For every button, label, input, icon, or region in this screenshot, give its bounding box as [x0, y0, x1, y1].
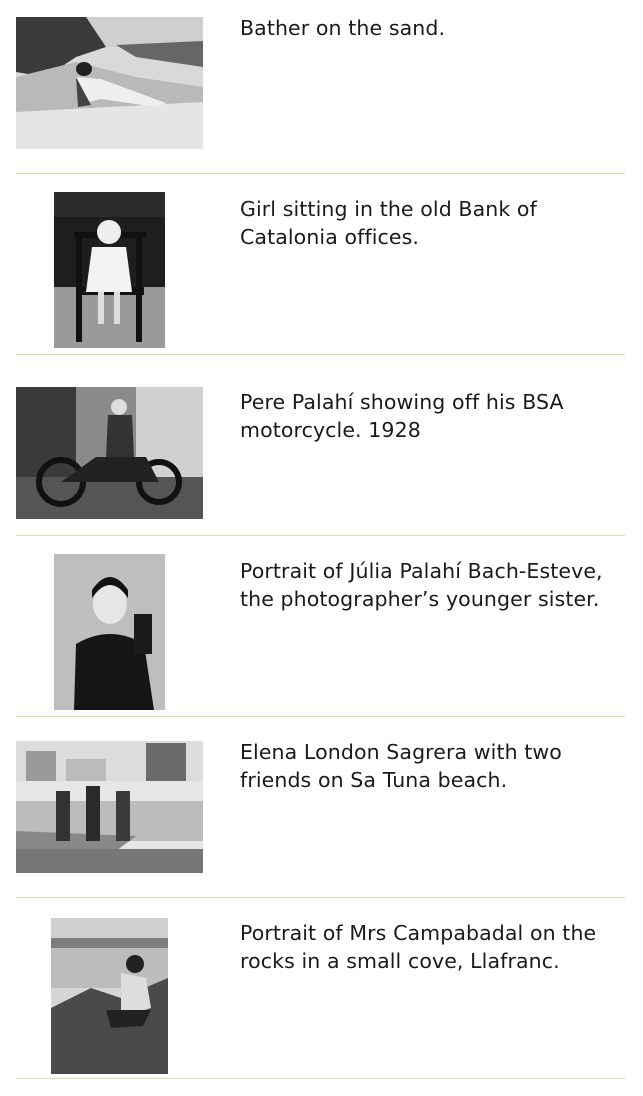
photo-bather-on-sand[interactable] [16, 17, 203, 149]
list-item[interactable] [16, 724, 625, 898]
list-item[interactable] [16, 0, 625, 174]
list-item[interactable] [16, 905, 625, 1079]
photo-list [16, 0, 625, 1086]
list-item[interactable] [16, 362, 625, 536]
photo-caption: Girl sitting in the old Bank of Catalonia offices. [240, 197, 537, 249]
list-item[interactable] [16, 543, 625, 717]
list-item[interactable] [16, 181, 625, 355]
photo-caption: Elena London Sagrera with two friends on Sa Tuna beach. [240, 740, 562, 792]
photo-caption: Pere Palahí showing off his BSA motorcycle. 1928 [240, 390, 564, 442]
photo-beach-friends[interactable] [16, 741, 203, 873]
photo-mrs-campabadal[interactable] [51, 918, 168, 1074]
photo-caption: Bather on the sand. [240, 16, 446, 40]
photo-caption: Portrait of Júlia Palahí Bach-Esteve, the photographer’s younger sister. [240, 559, 603, 611]
photo-motorcycle[interactable] [16, 387, 203, 519]
photo-girl-sitting[interactable] [54, 192, 165, 348]
photo-portrait-julia[interactable] [54, 554, 165, 710]
photo-caption: Portrait of Mrs Campabadal on the rocks in a small cove, Llafranc. [240, 921, 597, 973]
